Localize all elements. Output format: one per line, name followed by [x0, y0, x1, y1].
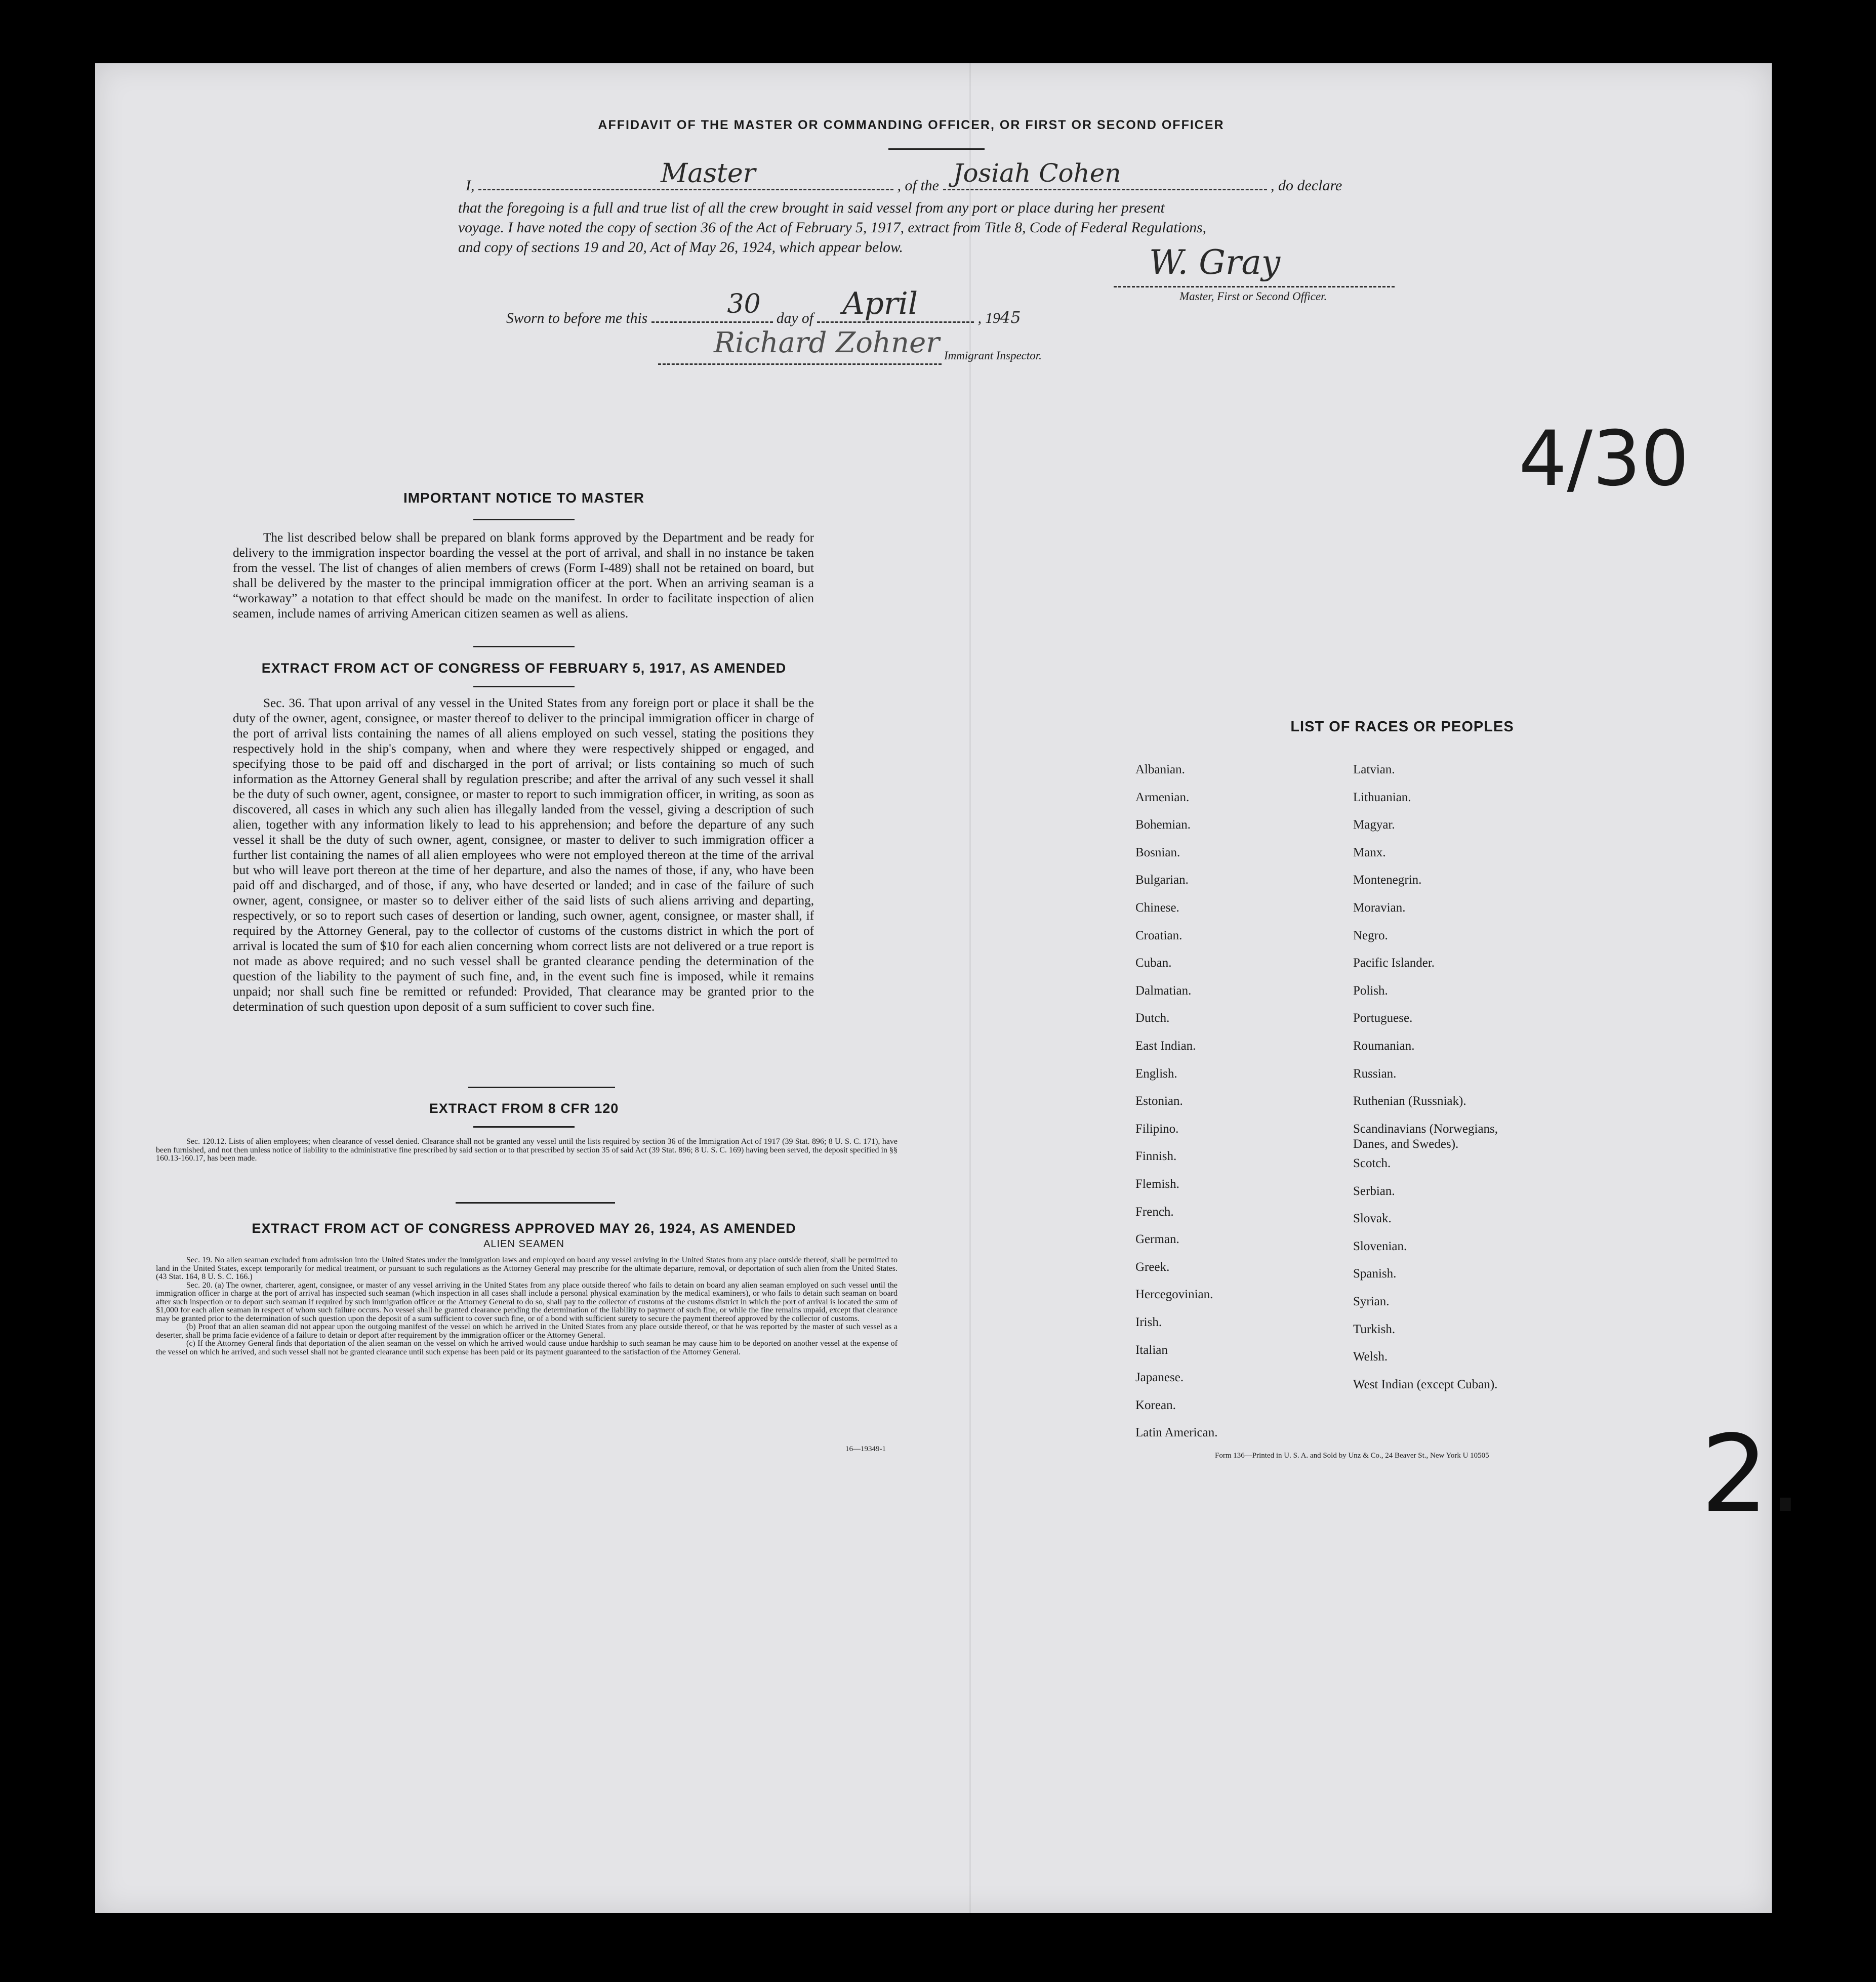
punch-hole — [1781, 1067, 1809, 1095]
affidavit-line-4: and copy of sections 19 and 20, Act of May 26, 1924, which appear below. — [458, 239, 903, 256]
extract-cfr-title: EXTRACT FROM 8 CFR 120 — [429, 1101, 619, 1116]
form-number: 16—19349-1 — [845, 1445, 886, 1453]
year-handwritten: 45 — [1000, 308, 1021, 327]
race-item: East Indian. — [1135, 1039, 1196, 1053]
sworn-line — [506, 286, 1215, 327]
affidavit-title: AFFIDAVIT OF THE MASTER OR COMMANDING OFFICER, OR FIRST OR SECOND OFFICER — [598, 118, 1225, 132]
divider — [473, 686, 575, 687]
master-signature: W. Gray — [1149, 243, 1281, 282]
day-handwritten: 30 — [727, 289, 761, 319]
extract-1917-title: EXTRACT FROM ACT OF CONGRESS OF FEBRUARY 5, 1917, AS AMENDED — [261, 660, 787, 676]
race-item: Bulgarian. — [1135, 873, 1189, 887]
race-item: Scotch. — [1353, 1157, 1391, 1171]
race-item: Turkish. — [1353, 1322, 1396, 1336]
divider — [456, 1202, 615, 1204]
affidavit-line-2: that the foregoing is a full and true list of all the crew brought in said vessel from any port or place during her present — [458, 200, 1165, 216]
race-item: Roumanian. — [1353, 1039, 1415, 1053]
race-item: French. — [1135, 1205, 1174, 1219]
punch-hole — [1781, 1148, 1809, 1176]
race-item: Serbian. — [1353, 1184, 1395, 1198]
race-item: Dalmatian. — [1135, 983, 1192, 998]
divider — [473, 1126, 575, 1128]
of-the-label: , of the — [897, 177, 939, 194]
race-item: Pacific Islander. — [1353, 956, 1435, 970]
punch-hole — [1781, 207, 1809, 235]
race-item: Scandinavians (Norwegians, Danes, and Swedes). — [1353, 1122, 1498, 1151]
extract-1917-body: Sec. 36. That upon arrival of any vessel in the United States from any foreign port or place it shall be the duty of the owner, agent, consignee, or master thereof to deliver to the principal immigration officer in charge of the port of arrival lists containing the names of all aliens employed on such vessel, stating the positions they respectively hold in the ship's company, when and where they were respectively shipped or engaged, and specifying those to be paid off and discharged in the port of arrival; or lists containing so much of such information as the Attorney General shall by regulation prescribe; and after the arrival of any such vessel it shall be the duty of such owner, agent, consignee, or master to report to such immigration officer, in writing, as soon as discovered, all cases in which any such alien has illegally landed from the vessel, giving a description of such alien, together with any information likely to lead to his apprehension; and before the departure of any such vessel it shall be the duty of such owner, agent, consignee, or master to deliver to such immigration officer a further list containing the names of all alien employees who were not employed thereon at the time of the arrival but who will leave port thereon at the time of her departure, and also the names of those, if any, who have been paid off and discharged, and of those, if any, who have deserted or landed; and in case of the failure of such owner, agent, consignee, or master so to deliver either of the said lists of such aliens arriving and departing, respectively, or so to report such cases of desertion or landing, such owner, agent, consignee, or master shall, if required by the Attorney General, pay to the collector of customs of the customs district in which the port of arrival is located the sum of $10 for each alien concerning whom correct lists are not delivered or a true report is not made as above required; and no such vessel shall be granted clearance pending the determination of the question of the liability to the payment of such fine, and, in the event such fine is imposed, while it remains unpaid; nor shall such fine be remitted or refunded: Provided, That clearance may be granted prior to the determination of such question upon deposit of a sum sufficient to cover such fine. — [233, 696, 814, 1014]
race-item: Flemish. — [1135, 1177, 1179, 1191]
do-declare-label: , do declare — [1271, 177, 1342, 194]
race-item: Croatian. — [1135, 928, 1182, 942]
race-item: Dutch. — [1135, 1011, 1170, 1025]
day-field — [651, 289, 773, 323]
sec-19: Sec. 19. No alien seaman excluded from admission into the United States under the immigration laws and employed on board any vessel arriving in the United States from any place outside thereof, shall be permitted to land in the United States, except temporarily for medical treatment, or pursuant to such regulations as the Attorney General may prescribe for the ultimate departure, removal, or deportation of such alien from the United States. (43 Stat. 164, 8 U. S. C. 166.) — [156, 1256, 898, 1281]
vessel-name-handwritten: Josiah Cohen — [953, 158, 1121, 188]
punch-hole — [1781, 522, 1809, 551]
page-fold — [969, 63, 971, 1913]
race-item: Italian — [1135, 1343, 1168, 1357]
master-signature-line — [1114, 286, 1395, 287]
sworn-prefix: Sworn to before me this — [506, 310, 648, 326]
divider — [468, 1087, 615, 1088]
race-item: Latvian. — [1353, 763, 1395, 776]
race-item: Magyar. — [1353, 818, 1395, 832]
race-item: Japanese. — [1135, 1371, 1184, 1385]
race-item: Negro. — [1353, 928, 1388, 942]
race-item: English. — [1135, 1066, 1177, 1081]
race-item: Lithuanian. — [1353, 790, 1411, 804]
race-item: Korean. — [1135, 1398, 1176, 1412]
inspector-caption: Immigrant Inspector. — [944, 349, 1042, 362]
notice-body: The list described below shall be prepared on blank forms approved by the Department and be ready for delivery to the immigration inspector boarding the vessel at the port of arrival, and shall in no instance be taken from the vessel. The list of changes of alien members of crews (Form I-489) shall not be retained on board, but shall be delivered by the master to the principal immigration officer at the port. When an arriving seaman is a “workaway” a notation to that effect should be made on the manifest. In order to facilitate inspection of alien seamen, include names of arriving American citizen seamen as well as aliens. — [233, 531, 814, 621]
race-item: Greek. — [1135, 1260, 1170, 1274]
race-item: Polish. — [1353, 983, 1388, 998]
race-item: Bosnian. — [1135, 845, 1180, 859]
race-item: West Indian (except Cuban). — [1353, 1377, 1498, 1391]
handwritten-page-mark: 2. — [1701, 1412, 1803, 1536]
race-item: Slovenian. — [1353, 1239, 1407, 1253]
race-item: Cuban. — [1135, 956, 1172, 970]
printer-imprint: Form 136—Printed in U. S. A. and Sold by Unz & Co., 24 Beaver St., New York U 10505 — [1215, 1452, 1489, 1460]
sec-20c: (c) If the Attorney General finds that deportation of the alien seaman on the vessel on which he arrived would cause undue hardship to such seaman he may cause him to be deported on another vessel at the expense of the vessel on which he arrived, and such vessel shall not be granted clearance until such expense has been paid or its payment guaranteed to the satisfaction of the Attorney General. — [156, 1339, 898, 1356]
sec-20b: (b) Proof that an alien seaman did not appear upon the outgoing manifest of the vessel on which he arrived in the United States from any place outside thereof, or that he was reported by the master of such vessel as a deserter, shall be prima facie evidence of a failure to detain or deport after requirement by the immigration officer or the Attorney General. — [156, 1323, 898, 1340]
divider — [473, 646, 575, 647]
extract-1924-subtitle: ALIEN SEAMEN — [483, 1238, 564, 1250]
race-item: Slovak. — [1353, 1212, 1392, 1226]
race-item: German. — [1135, 1232, 1179, 1247]
extract-1924-body — [156, 1256, 898, 1356]
race-item: Finnish. — [1135, 1149, 1177, 1164]
extract-1924-title: EXTRACT FROM ACT OF CONGRESS APPROVED MAY 26, 1924, AS AMENDED — [252, 1221, 796, 1236]
master-name-handwritten: Master — [661, 158, 756, 189]
month-handwritten: April — [842, 286, 918, 321]
affidavit-line-1 — [466, 158, 1428, 194]
race-item: Moravian. — [1353, 901, 1406, 915]
inspector-signature-line — [658, 363, 942, 365]
race-item: Montenegrin. — [1353, 873, 1422, 887]
name-field — [478, 158, 893, 190]
race-item: Syrian. — [1353, 1295, 1390, 1309]
sec-20a: Sec. 20. (a) The owner, charterer, agent, consignee, or master of any vessel arriving in the United States from any place outside thereof who fails to detain on board any alien seaman employed on such vessel until the immigration officer in charge at the port of arrival has inspected such seaman (which inspection in all cases shall include a personal physical examination by the medical examiners), or who fails to detain such seaman on board after such inspection or to deport such seaman if required by such immigration officer or the Attorney General to do so, shall pay to the collector of customs of the customs district in which the port of arrival is located the sum of $1,000 for each alien seaman in respect of whom such failure occurs. No vessel shall be granted clearance pending the determination of the liability to payment of such fine, or while the fine remains unpaid, except that clearance may be granted prior to the determination of such question upon the deposit of a sum sufficient to cover such fine, or of a bond with sufficient surety to secure the payment thereof approved by the collector of customs. — [156, 1281, 898, 1323]
divider — [473, 519, 575, 520]
extract-cfr-body: Sec. 120.12. Lists of alien employees; when clearance of vessel denied. Clearance shall not be granted any vessel until the lists required by section 36 of the Immigration Act of 1917 (39 Stat. 896; 8 U. S. C. 171), have been furnished, and not then unless notice of liability to the administrative fine prescribed by said section or to that prescribed by section 35 of said Act (39 Stat. 896; 8 U. S. C. 169) having been served, the deposit specified in §§ 160.13-160.17, has been made. — [156, 1137, 898, 1163]
race-item: Ruthenian (Russniak). — [1353, 1094, 1466, 1108]
race-item: Irish. — [1135, 1315, 1162, 1329]
day-of-label: day of — [776, 310, 813, 326]
race-item: Spanish. — [1353, 1267, 1397, 1281]
signature-caption: Master, First or Second Officer. — [1179, 290, 1327, 303]
race-item: Portuguese. — [1353, 1011, 1413, 1025]
vessel-field — [943, 158, 1267, 190]
race-item: Estonian. — [1135, 1094, 1183, 1108]
month-field — [817, 286, 974, 323]
race-item: Bohemian. — [1135, 818, 1191, 832]
divider — [888, 148, 985, 150]
race-item: Hercegovinian. — [1135, 1288, 1213, 1302]
race-item: Filipino. — [1135, 1122, 1179, 1136]
race-item: Welsh. — [1353, 1350, 1388, 1364]
notice-title: IMPORTANT NOTICE TO MASTER — [403, 490, 645, 506]
race-item: Manx. — [1353, 845, 1386, 859]
race-item: Russian. — [1353, 1066, 1397, 1081]
affidavit-line-3: voyage. I have noted the copy of section 36 of the Act of February 5, 1917, extract from Title 8, Code of Federal Regulations, — [458, 220, 1206, 236]
race-item: Latin American. — [1135, 1426, 1218, 1440]
race-item: Armenian. — [1135, 790, 1190, 804]
race-item: Albanian. — [1135, 763, 1185, 776]
handwritten-date-mark: 4/30 — [1519, 415, 1689, 503]
inspector-signature: Richard Zohner — [714, 326, 940, 359]
punch-hole — [1781, 610, 1809, 639]
punch-hole — [1781, 1382, 1809, 1410]
race-item: Chinese. — [1135, 901, 1179, 915]
punch-hole — [1781, 294, 1809, 322]
races-title: LIST OF RACES OR PEOPLES — [1290, 719, 1514, 735]
line-prefix: I, — [466, 177, 475, 194]
year-prefix: , 19 — [977, 310, 1000, 326]
